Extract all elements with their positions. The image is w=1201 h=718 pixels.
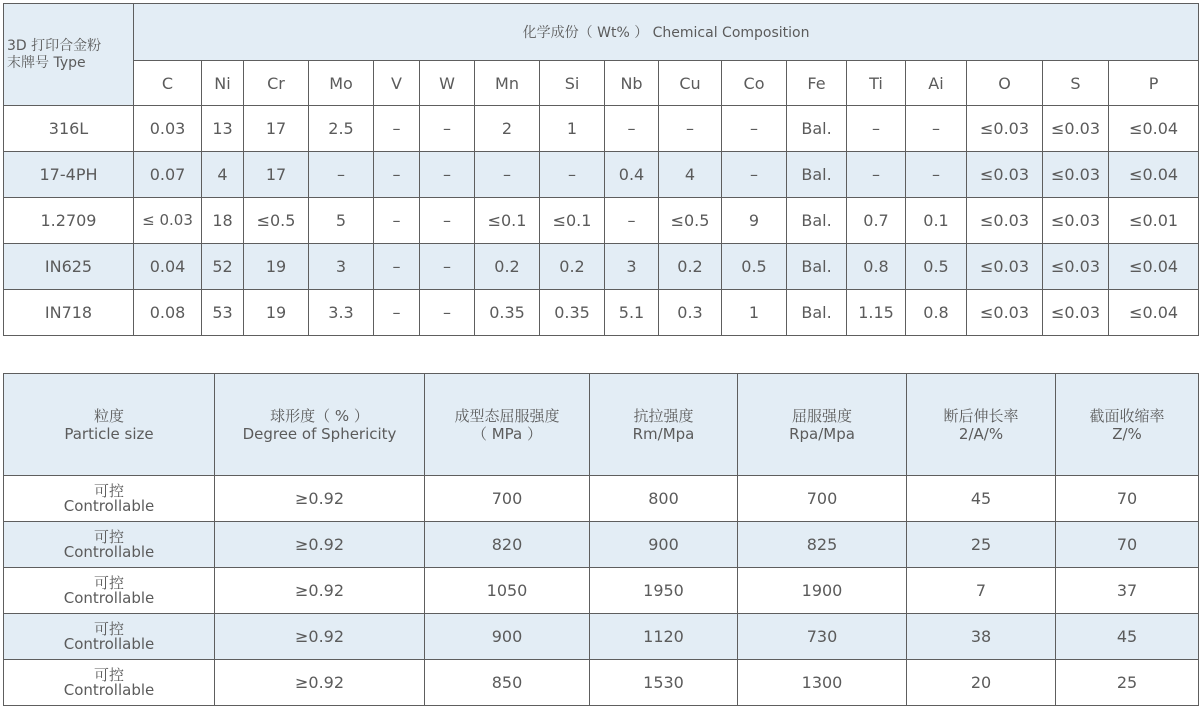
composition-cell: – [374,152,420,198]
composition-cell: ≤0.03 [967,244,1043,290]
property-value-cell: ≥0.92 [215,476,425,522]
particle-size-cn: 可控 [93,527,124,546]
composition-cell: 5 [309,198,374,244]
composition-cell: 0.08 [134,290,202,336]
composition-cell: Bal. [787,198,847,244]
chemical-composition-table [3,3,1199,336]
composition-cell: – [605,106,659,152]
composition-cell: ≤0.04 [1109,152,1199,198]
composition-cell: 1 [722,290,787,336]
composition-cell: 1.15 [847,290,906,336]
element-header-ai: Ai [906,61,967,106]
property-value-cell: 1120 [590,614,738,660]
composition-cell: – [420,106,475,152]
composition-cell: 0.2 [540,244,605,290]
composition-cell: 4 [202,152,244,198]
composition-cell: ≤0.5 [244,198,309,244]
composition-cell: ≤0.03 [1043,106,1109,152]
element-header-cr: Cr [244,61,309,106]
particle-size-cn: 可控 [93,619,124,638]
property-value-cell: 1300 [738,660,907,706]
composition-cell: 0.04 [134,244,202,290]
property-value-cell: 25 [1056,660,1199,706]
composition-cell: ≤ 0.03 [134,198,202,244]
property-value-cell: 1900 [738,568,907,614]
property-value-cell: 850 [425,660,590,706]
property-header-cn: 粒度 [93,406,124,425]
property-value-cell: 45 [907,476,1056,522]
composition-cell: – [475,152,540,198]
element-header-o: O [967,61,1043,106]
composition-cell: 53 [202,290,244,336]
table-row [4,106,1199,152]
property-value-cell: 37 [1056,568,1199,614]
particle-size-en: Controllable [63,542,155,561]
alloy-type-cell: IN718 [4,290,134,336]
property-header-en: Degree of Sphericity [242,424,397,443]
composition-cell: 18 [202,198,244,244]
property-value-cell: 70 [1056,476,1199,522]
composition-cell: 19 [244,290,309,336]
composition-cell: – [659,106,722,152]
composition-cell: ≤0.03 [1043,244,1109,290]
composition-cell: – [847,106,906,152]
chemical-table-body [4,106,1199,336]
composition-cell: ≤0.01 [1109,198,1199,244]
composition-cell: – [374,198,420,244]
composition-cell: – [374,244,420,290]
type-header-line1: 3D 打印合金粉 [7,37,102,54]
composition-cell: 0.4 [605,152,659,198]
property-header-en: Z/% [1112,424,1142,443]
composition-cell: 2 [475,106,540,152]
composition-cell: ≤0.03 [967,290,1043,336]
composition-cell: – [309,152,374,198]
composition-cell: – [906,106,967,152]
composition-cell: 0.8 [847,244,906,290]
alloy-type-cell: 316L [4,106,134,152]
composition-cell: – [540,152,605,198]
alloy-type-cell: 17-4PH [4,152,134,198]
composition-cell: Bal. [787,244,847,290]
composition-cell: ≤0.03 [967,152,1043,198]
table-row [4,614,1199,660]
property-header [590,374,738,476]
composition-cell: ≤0.03 [967,106,1043,152]
property-header-en: （ MPa ） [471,424,543,443]
property-header-cn: 抗拉强度 [633,406,694,425]
composition-cell: – [420,290,475,336]
composition-cell: ≤0.03 [967,198,1043,244]
composition-cell: 0.3 [659,290,722,336]
element-header-row [4,61,1199,106]
table-row [4,660,1199,706]
property-header [215,374,425,476]
property-header-cn: 球形度（ % ） [270,406,369,425]
element-header-c: C [134,61,202,106]
composition-cell: ≤0.04 [1109,244,1199,290]
table-row [4,152,1199,198]
composition-cell: 0.03 [134,106,202,152]
composition-cell: 0.07 [134,152,202,198]
property-value-cell: 825 [738,522,907,568]
element-header-mo: Mo [309,61,374,106]
table-row [4,476,1199,522]
particle-size-en: Controllable [63,588,155,607]
composition-cell: 0.2 [475,244,540,290]
composition-cell: 0.5 [906,244,967,290]
composition-cell: 3.3 [309,290,374,336]
composition-cell: 2.5 [309,106,374,152]
composition-cell: – [420,152,475,198]
composition-cell: 0.35 [475,290,540,336]
composition-cell: – [420,244,475,290]
composition-cell: 17 [244,106,309,152]
table-row [4,568,1199,614]
alloy-type-cell: IN625 [4,244,134,290]
property-header [1056,374,1199,476]
composition-cell: Bal. [787,152,847,198]
property-value-cell: 900 [425,614,590,660]
particle-size-en: Controllable [63,496,155,515]
composition-cell: 3 [309,244,374,290]
particle-size-cell [4,568,215,614]
particle-size-cell [4,522,215,568]
table-row [4,290,1199,336]
composition-cell: 1 [540,106,605,152]
composition-cell: – [420,198,475,244]
property-value-cell: 1950 [590,568,738,614]
property-header-en: 2/A/% [958,424,1004,443]
composition-cell: 0.2 [659,244,722,290]
property-header [4,374,215,476]
composition-cell: 3 [605,244,659,290]
composition-cell: ≤0.1 [475,198,540,244]
property-header-en: Rm/Mpa [632,424,695,443]
composition-cell: 52 [202,244,244,290]
composition-cell: – [374,106,420,152]
particle-size-en: Controllable [63,634,155,653]
table-row [4,522,1199,568]
composition-cell: 17 [244,152,309,198]
composition-cell: ≤0.5 [659,198,722,244]
table-row [4,198,1199,244]
property-value-cell: 820 [425,522,590,568]
composition-title: 化学成份（ Wt% ） Chemical Composition [134,4,1199,61]
composition-cell: – [722,152,787,198]
property-value-cell: 900 [590,522,738,568]
composition-cell: 19 [244,244,309,290]
composition-cell: ≤0.04 [1109,290,1199,336]
element-header-mn: Mn [475,61,540,106]
property-header [738,374,907,476]
property-value-cell: 38 [907,614,1056,660]
element-header-cu: Cu [659,61,722,106]
property-value-cell: 70 [1056,522,1199,568]
property-value-cell: ≥0.92 [215,660,425,706]
particle-size-cn: 可控 [93,481,124,500]
element-header-fe: Fe [787,61,847,106]
property-value-cell: 800 [590,476,738,522]
composition-cell: 0.5 [722,244,787,290]
composition-cell: 0.35 [540,290,605,336]
composition-cell: 13 [202,106,244,152]
property-value-cell: 700 [738,476,907,522]
property-header-cn: 成型态屈服强度 [454,406,560,425]
alloy-type-cell: 1.2709 [4,198,134,244]
composition-cell: Bal. [787,106,847,152]
composition-cell: ≤0.03 [1043,198,1109,244]
element-header-w: W [420,61,475,106]
composition-cell: 0.7 [847,198,906,244]
composition-cell: Bal. [787,290,847,336]
element-header-s: S [1043,61,1109,106]
particle-size-cell [4,614,215,660]
particle-size-cell [4,660,215,706]
property-header [907,374,1056,476]
composition-cell: ≤0.03 [1043,290,1109,336]
type-header-line2: 末牌号 Type [7,54,86,71]
property-value-cell: 45 [1056,614,1199,660]
composition-cell: – [605,198,659,244]
element-header-ni: Ni [202,61,244,106]
particle-size-en: Controllable [63,680,155,699]
composition-cell: ≤0.03 [1043,152,1109,198]
table-row [4,244,1199,290]
property-header-cn: 屈服强度 [791,406,852,425]
element-header-si: Si [540,61,605,106]
property-value-cell: ≥0.92 [215,614,425,660]
composition-cell: 4 [659,152,722,198]
property-value-cell: 700 [425,476,590,522]
composition-cell: ≤0.04 [1109,106,1199,152]
property-header-en: Rpa/Mpa [789,424,855,443]
property-header [425,374,590,476]
property-value-cell: 20 [907,660,1056,706]
composition-cell: – [722,106,787,152]
type-column-header [4,4,134,106]
mechanical-properties-table [3,373,1199,706]
composition-cell: ≤0.1 [540,198,605,244]
composition-cell: – [906,152,967,198]
property-value-cell: 7 [907,568,1056,614]
particle-size-cn: 可控 [93,665,124,684]
property-header-row [4,374,1199,476]
property-header-cn: 截面收缩率 [1089,406,1165,425]
composition-cell: 9 [722,198,787,244]
composition-cell: – [374,290,420,336]
element-header-nb: Nb [605,61,659,106]
property-table-body [4,476,1199,706]
property-value-cell: 25 [907,522,1056,568]
element-header-v: V [374,61,420,106]
composition-cell: – [847,152,906,198]
property-header-cn: 断后伸长率 [943,406,1019,425]
composition-cell: 0.1 [906,198,967,244]
element-header-ti: Ti [847,61,906,106]
property-value-cell: 1050 [425,568,590,614]
property-value-cell: ≥0.92 [215,522,425,568]
property-value-cell: 1530 [590,660,738,706]
property-value-cell: 730 [738,614,907,660]
property-header-en: Particle size [64,424,154,443]
element-header-p: P [1109,61,1199,106]
particle-size-cell [4,476,215,522]
composition-cell: 5.1 [605,290,659,336]
composition-cell: 0.8 [906,290,967,336]
element-header-co: Co [722,61,787,106]
property-value-cell: ≥0.92 [215,568,425,614]
particle-size-cn: 可控 [93,573,124,592]
